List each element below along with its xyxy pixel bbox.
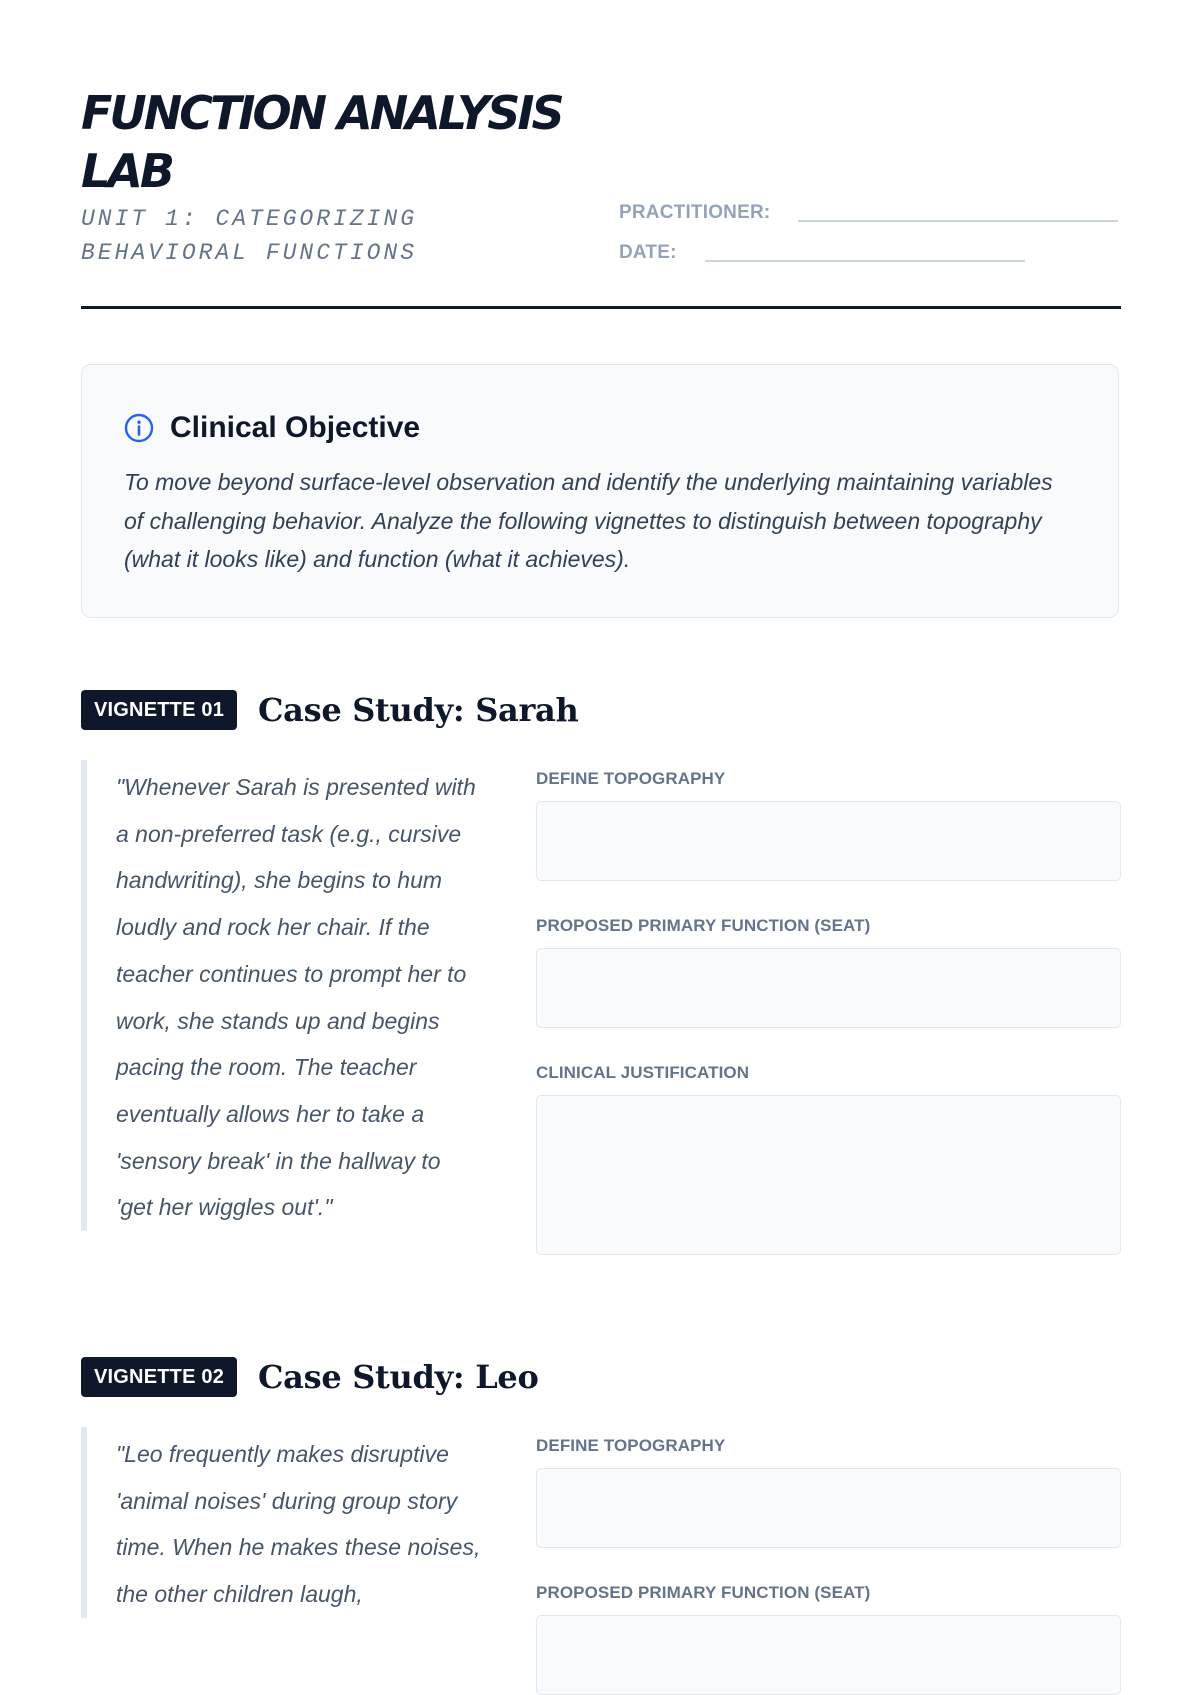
vignette-heading (81, 1357, 1121, 1397)
page-title: FUNCTION ANALYSIS LAB (81, 86, 562, 198)
primary-function-field[interactable] (536, 948, 1121, 1028)
vignette-quote: "Leo frequently makes disruptive 'animal noises' during group story time. When he makes these noises, the other children laugh, (116, 1441, 481, 1608)
objective-heading (124, 411, 420, 445)
date-field[interactable] (705, 260, 1025, 262)
topography-field[interactable] (536, 1468, 1121, 1548)
vignette-quote-block (81, 760, 481, 1231)
topography-label: DEFINE TOPOGRAPHY (536, 1436, 726, 1455)
date-row (619, 242, 1025, 264)
objective-text: To move beyond surface-level observation and identify the underlying maintaining variables of challenging behavior. Analyze the following vignettes to distinguish between topography (what it looks like) and function (what it achieves). (124, 469, 1053, 572)
justification-field[interactable] (536, 1095, 1121, 1255)
objective-title: Clinical Objective (170, 411, 421, 444)
info-icon (124, 413, 154, 443)
practitioner-label: PRACTITIONER: (619, 202, 771, 223)
vignette-quote: "Whenever Sarah is presented with a non-preferred task (e.g., cursive handwriting), she begins to hum loudly and rock her chair. If the teacher continues to prompt her to work, she stands up and begins pacing the room. The teacher eventually allows her to take a 'sensory break' in the hallway to 'get her wiggles out'." (116, 774, 476, 1221)
unit-subtitle: UNIT 1: CATEGORIZING BEHAVIORAL FUNCTIONS (81, 206, 418, 266)
primary-function-field[interactable] (536, 1615, 1121, 1695)
worksheet-header (81, 0, 1121, 312)
practitioner-field[interactable] (798, 220, 1118, 222)
vignette-leo (81, 1357, 1121, 1608)
primary-function-label: PROPOSED PRIMARY FUNCTION (SEAT) (536, 916, 871, 935)
response-fields (536, 1427, 1121, 1695)
vignette-badge: VIGNETTE 02 (81, 1357, 237, 1397)
vignette-heading (81, 690, 1121, 730)
vignette-sarah (81, 690, 1121, 1221)
topography-label: DEFINE TOPOGRAPHY (536, 769, 726, 788)
justification-label: CLINICAL JUSTIFICATION (536, 1063, 750, 1082)
header-divider (81, 306, 1121, 309)
vignette-badge: VIGNETTE 01 (81, 690, 237, 730)
topography-field[interactable] (536, 801, 1121, 881)
clinical-objective-panel (81, 364, 1119, 618)
primary-function-label: PROPOSED PRIMARY FUNCTION (SEAT) (536, 1583, 871, 1602)
vignette-title: Case Study: Leo (258, 1358, 539, 1396)
response-fields (536, 760, 1121, 1255)
date-label: DATE: (619, 242, 677, 263)
practitioner-row (619, 202, 1118, 224)
worksheet-page (81, 0, 1121, 1608)
vignette-title: Case Study: Sarah (258, 691, 579, 729)
vignette-quote-block (81, 1427, 481, 1618)
